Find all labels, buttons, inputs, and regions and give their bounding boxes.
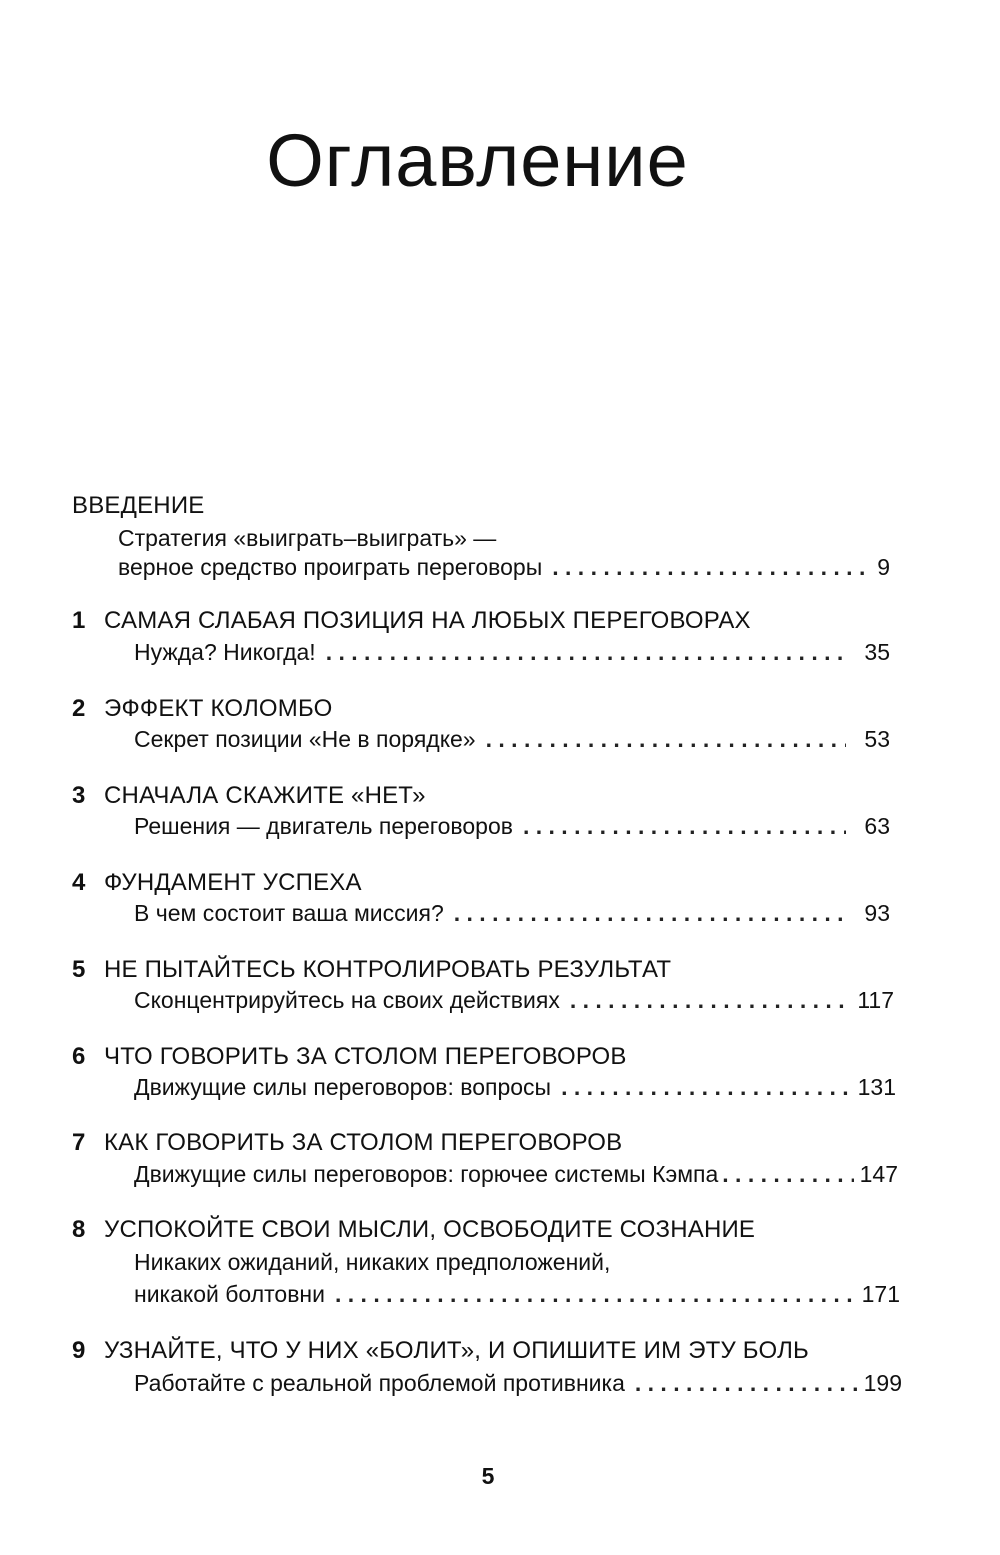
chapter-number: 2: [72, 695, 86, 722]
chapter-number: 3: [72, 782, 86, 809]
toc-entry-chapter-8[interactable]: [134, 1279, 900, 1309]
chapter-title: УЗНАЙТЕ, ЧТО У НИХ «БОЛИТ», И ОПИШИТЕ ИМ ЭТУ БОЛЬ: [104, 1337, 809, 1364]
chapter-title: ФУНДАМЕНТ УСПЕХА: [104, 869, 362, 896]
toc-entry-chapter-7[interactable]: [134, 1159, 898, 1189]
page-title: Оглавление: [266, 119, 689, 202]
page-ref: 171: [861, 1281, 900, 1307]
page-ref: 199: [863, 1370, 902, 1396]
page-number: 5: [481, 1463, 495, 1489]
toc-entry-intro[interactable]: [118, 552, 890, 582]
chapter-number: 1: [72, 607, 86, 634]
chapter-number: 7: [72, 1129, 86, 1156]
toc-entry-chapter-6[interactable]: [134, 1072, 896, 1102]
chapter-1-heading: [72, 606, 751, 636]
leader-dots: [635, 1368, 858, 1398]
chapter-2-heading: [72, 694, 333, 724]
intro-subtitle-line-2: верное средство проиграть переговоры: [118, 554, 543, 580]
chapter-8-heading: [72, 1215, 755, 1245]
toc-entry-chapter-2[interactable]: [134, 724, 890, 754]
leader-dots: [335, 1279, 856, 1309]
chapter-title: СНАЧАЛА СКАЖИТЕ «НЕТ»: [104, 782, 426, 809]
chapter-subtitle: Решения — двигатель переговоров: [134, 813, 513, 839]
chapter-subtitle: Секрет позиции «Не в порядке»: [134, 726, 476, 752]
chapter-subtitle: Работайте с реальной проблемой противника: [134, 1370, 625, 1396]
chapter-title: САМАЯ СЛАБАЯ ПОЗИЦИЯ НА ЛЮБЫХ ПЕРЕГОВОРАХ: [104, 607, 751, 634]
chapter-3-heading: [72, 781, 426, 811]
toc-entry-chapter-1[interactable]: [134, 637, 890, 667]
leader-dots: [570, 985, 850, 1015]
page-ref: 35: [864, 639, 890, 665]
leader-dots: [552, 552, 870, 582]
chapter-title: УСПОКОЙТЕ СВОИ МЫСЛИ, ОСВОБОДИТЕ СОЗНАНИЕ: [104, 1216, 756, 1243]
chapter-6-heading: [72, 1042, 627, 1072]
page-ref: 93: [864, 900, 890, 926]
chapter-title: ЧТО ГОВОРИТЬ ЗА СТОЛОМ ПЕРЕГОВОРОВ: [104, 1043, 627, 1070]
leader-dots: [722, 1159, 853, 1189]
page-ref: 53: [864, 726, 890, 752]
leader-dots: [523, 811, 846, 841]
leader-dots: [454, 898, 846, 928]
page-ref: 131: [857, 1074, 896, 1100]
chapter-7-heading: [72, 1128, 622, 1158]
chapter-9-heading: [72, 1336, 809, 1366]
toc-entry-chapter-5[interactable]: [134, 985, 894, 1015]
chapter-subtitle: Сконцентрируйтесь на своих действиях: [134, 987, 560, 1013]
leader-dots: [326, 637, 846, 667]
chapter-number: 9: [72, 1337, 86, 1364]
intro-heading: ВВЕДЕНИЕ: [72, 492, 205, 519]
chapter-subtitle: Нужда? Никогда!: [134, 639, 316, 665]
chapter-subtitle: Движущие силы переговоров: вопросы: [134, 1074, 552, 1100]
chapter-title: КАК ГОВОРИТЬ ЗА СТОЛОМ ПЕРЕГОВОРОВ: [104, 1129, 623, 1156]
chapter-number: 4: [72, 869, 86, 896]
chapter-5-heading: [72, 955, 671, 985]
toc-entry-chapter-3[interactable]: [134, 811, 890, 841]
intro-subtitle-line-1: Стратегия «выиграть–выиграть» —: [118, 525, 497, 551]
chapter-4-heading: [72, 868, 362, 898]
leader-dots: [486, 724, 846, 754]
chapter-subtitle: никакой болтовни: [134, 1281, 325, 1307]
chapter-number: 6: [72, 1043, 86, 1070]
page-ref: 147: [859, 1161, 898, 1187]
page-ref: 9: [877, 554, 890, 580]
chapter-subtitle: В чем состоит ваша миссия?: [134, 900, 444, 926]
chapter-8-subtitle-line-1: Никаких ожиданий, никаких предположений,: [134, 1249, 611, 1275]
chapter-subtitle: Движущие силы переговоров: горючее системы Кэмпа: [134, 1161, 719, 1187]
chapter-title: НЕ ПЫТАЙТЕСЬ КОНТРОЛИРОВАТЬ РЕЗУЛЬТАТ: [104, 956, 672, 983]
toc-entry-chapter-9[interactable]: [134, 1368, 902, 1398]
chapter-number: 8: [72, 1216, 86, 1243]
page-ref: 63: [864, 813, 890, 839]
leader-dots: [561, 1072, 852, 1102]
toc-entry-chapter-4[interactable]: [134, 898, 890, 928]
page-ref: 117: [857, 987, 894, 1013]
chapter-title: ЭФФЕКТ КОЛОМБО: [104, 695, 333, 722]
chapter-number: 5: [72, 956, 86, 983]
